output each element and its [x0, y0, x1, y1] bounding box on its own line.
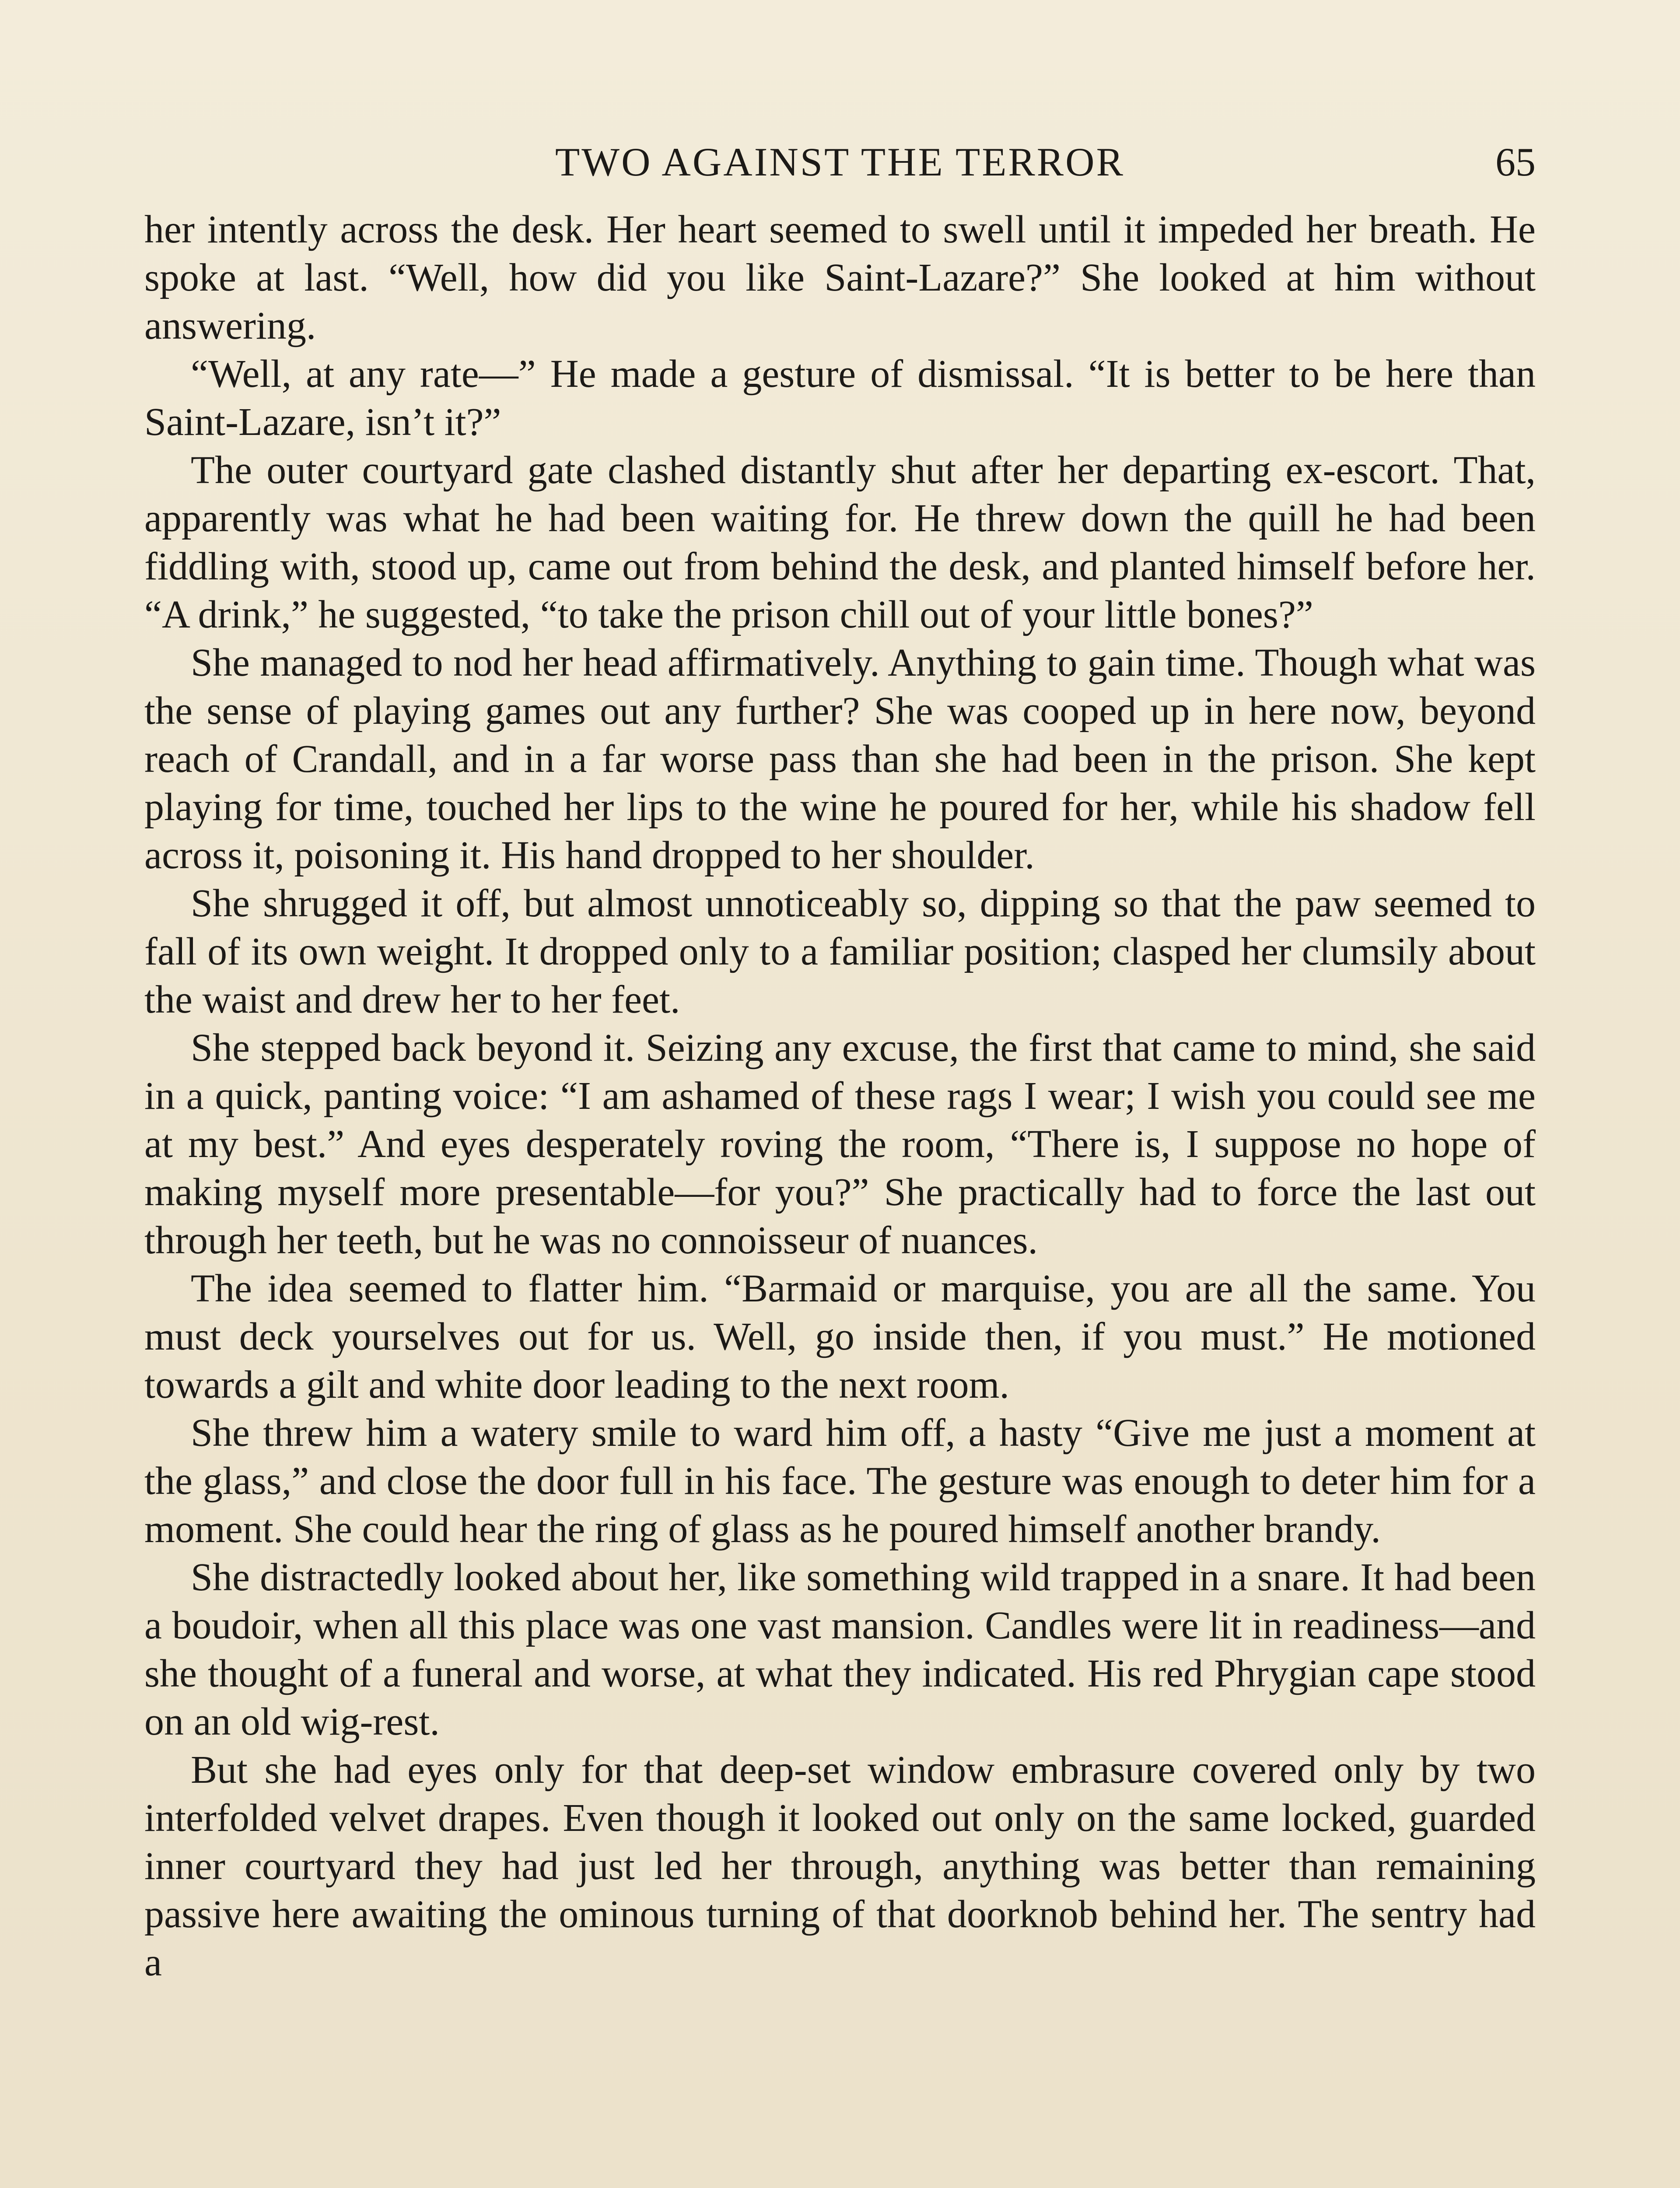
paragraph: The outer courtyard gate clashed distantly shut after her departing ex-escort. That, apparently was what he had been waiting for. He threw down the quill he had been fiddling with, stood up, came out from behind the desk, and planted himself before her. “A drink,” he suggested, “to take the prison chill out of your little bones?”: [144, 449, 1536, 636]
paragraph: She stepped back beyond it. Seizing any excuse, the first that came to mind, she said in a quick, panting voice: “I am ashamed of these rags I wear; I wish you could see me at my best.” And eyes desperately roving the room, “There is, I suppose no hope of making myself more presentable—for you?” She practically had to force the last out through her teeth, but he was no connoisseur of nuances.: [144, 1026, 1536, 1262]
paragraph: She shrugged it off, but almost unnoticeably so, dipping so that the paw seemed to fall of its own weight. It dropped only to a familiar position; clasped her clumsily about the waist and drew her to her feet.: [144, 882, 1536, 1021]
running-title: TWO AGAINST THE TERROR: [555, 140, 1125, 184]
paragraph: The idea seemed to flatter him. “Barmaid or marquise, you are all the same. You must deck yourselves out for us. Well, go inside then, if you must.” He motioned towards a gilt and white door leading to the next room.: [144, 1267, 1536, 1406]
running-head: [144, 131, 1536, 193]
paragraph: her intently across the desk. Her heart seemed to swell until it impeded her breath. He spoke at last. “Well, how did you like Saint-Lazare?” She looked at him without answering.: [144, 208, 1536, 347]
paragraph: “Well, at any rate—” He made a gesture of dismissal. “It is better to be here than Saint-Lazare, isn’t it?”: [144, 352, 1536, 444]
page-number: 65: [1495, 140, 1536, 184]
body-text: [144, 206, 1536, 1987]
paragraph: But she had eyes only for that deep-set window embrasure covered only by two interfolded velvet drapes. Even though it looked out only on the same locked, guarded inner courtyard they had just led her through, anything was better than remaining passive here awaiting the ominous turning of that doorknob behind her. The sentry had a: [144, 1748, 1536, 1984]
paragraph: She threw him a watery smile to ward him off, a hasty “Give me just a moment at the glass,” and close the door full in his face. The gesture was enough to deter him for a moment. She could hear the ring of glass as he poured himself another brandy.: [144, 1411, 1536, 1551]
paragraph: She distractedly looked about her, like something wild trapped in a snare. It had been a boudoir, when all this place was one vast mansion. Candles were lit in readiness—and she thought of a funeral and worse, at what they indicated. His red Phrygian cape stood on an old wig-rest.: [144, 1556, 1536, 1743]
paragraph: She managed to nod her head affirmatively. Anything to gain time. Though what was the sense of playing games out any further? She was cooped up in here now, beyond reach of Crandall, and in a far worse pass than she had been in the prison. She kept playing for time, touched her lips to the wine he poured for her, while his shadow fell across it, poisoning it. His hand dropped to her shoulder.: [144, 641, 1536, 877]
